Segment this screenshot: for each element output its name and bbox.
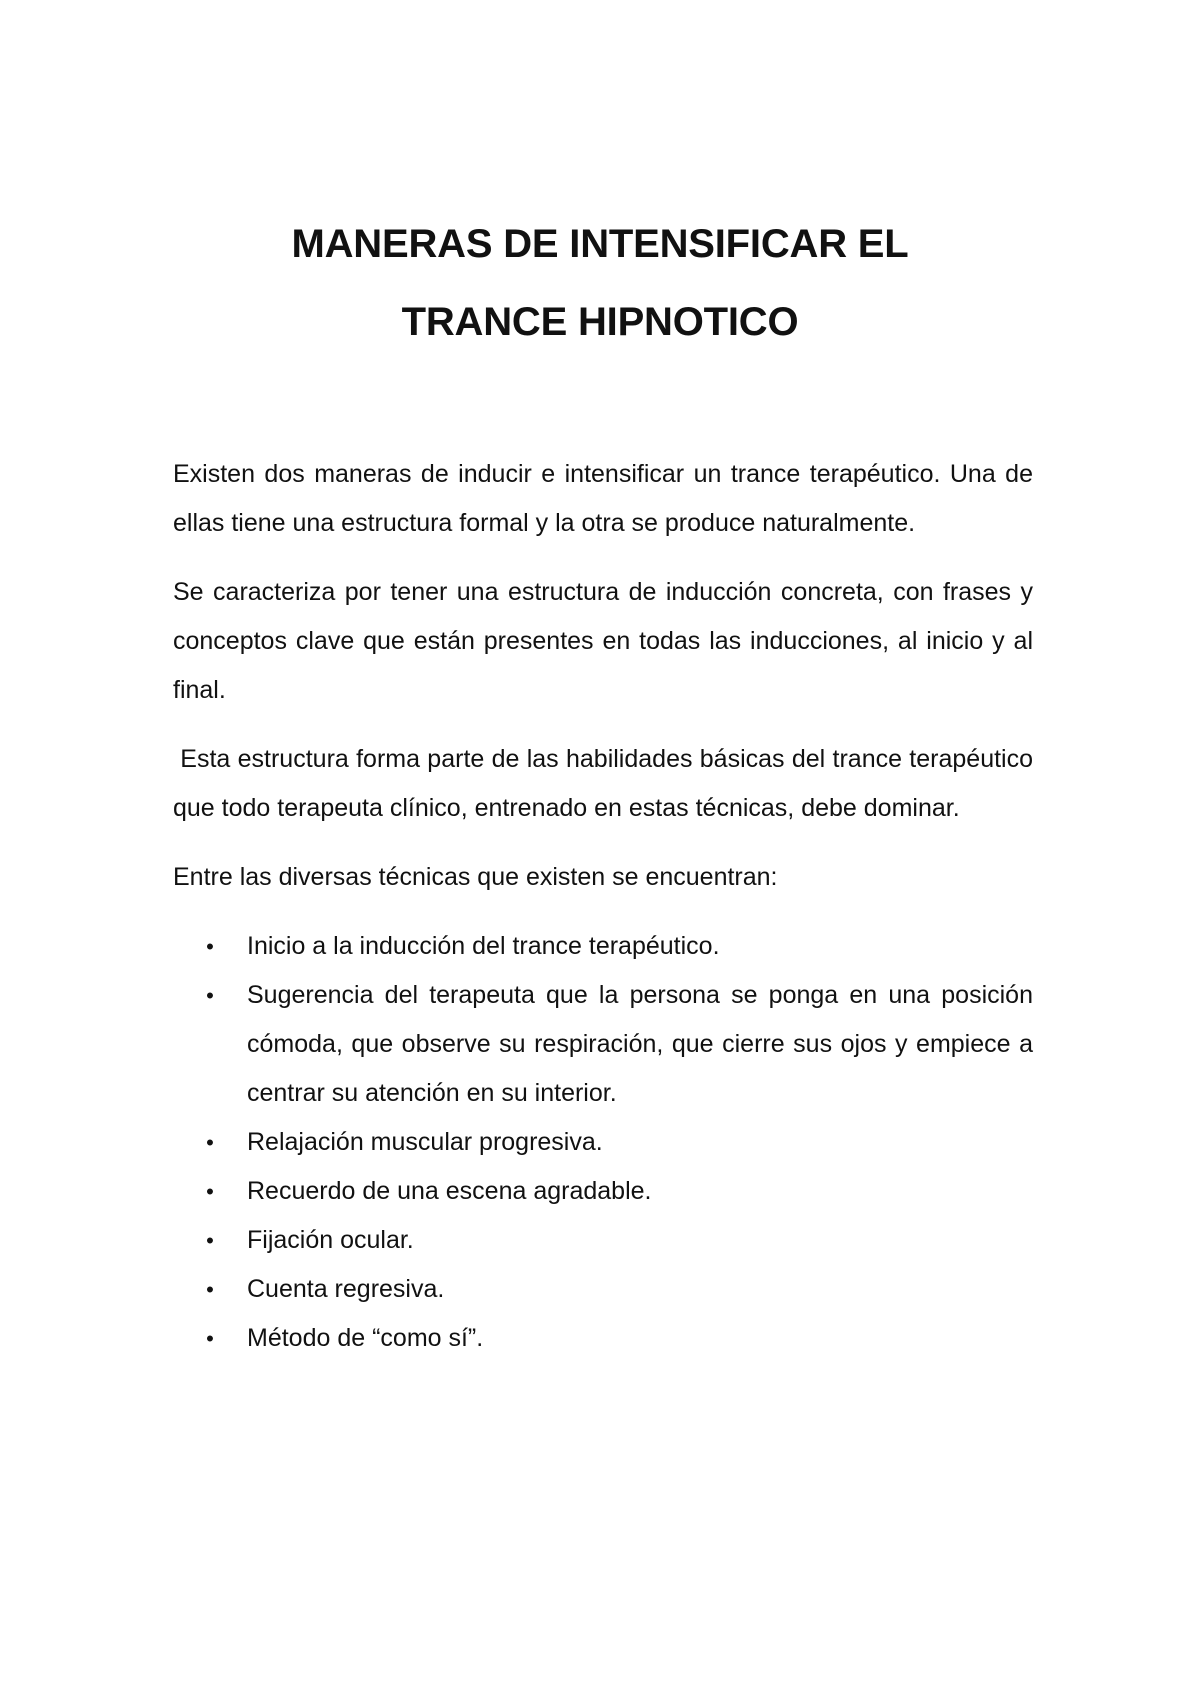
bullet-icon: •	[206, 1228, 214, 1253]
list-item-text: Recuerdo de una escena agradable.	[247, 1177, 652, 1205]
list-item	[173, 1118, 1033, 1167]
list-item	[173, 1216, 1033, 1265]
list-item	[173, 922, 1033, 971]
bullet-icon: •	[206, 1179, 214, 1204]
document-body	[173, 450, 1033, 1363]
bullet-icon: •	[206, 983, 214, 1008]
title-line-1: MANERAS DE INTENSIFICAR EL	[291, 222, 909, 266]
bullet-icon: •	[206, 1277, 214, 1302]
list-item-text: Fijación ocular.	[247, 1226, 414, 1254]
document-title	[0, 205, 1200, 361]
title-line-2: TRANCE HIPNOTICO	[401, 300, 799, 344]
paragraph-structure: Se caracteriza por tener una estructura de inducción concreta, con frases y conceptos clave que están presentes en todas las inducciones, al inicio y al final.	[173, 578, 1033, 704]
bullet-icon: •	[206, 1130, 214, 1155]
list-item	[173, 971, 1033, 1118]
paragraph-skills: Esta estructura forma parte de las habilidades básicas del trance terapéutico que todo terapeuta clínico, entrenado en estas técnicas, debe dominar.	[173, 745, 1033, 822]
paragraph-techniques-intro: Entre las diversas técnicas que existen se encuentran:	[173, 863, 778, 891]
list-item-text: Cuenta regresiva.	[247, 1275, 445, 1303]
bullet-icon: •	[206, 934, 214, 959]
bullet-icon: •	[206, 1326, 214, 1351]
list-item-text: Método de “como sí”.	[247, 1324, 484, 1352]
list-item-text: Relajación muscular progresiva.	[247, 1128, 603, 1156]
techniques-list	[173, 922, 1033, 1363]
list-item	[173, 1265, 1033, 1314]
paragraph-intro: Existen dos maneras de inducir e intensificar un trance terapéutico. Una de ellas tiene una estructura formal y la otra se produce naturalmente.	[173, 460, 1033, 537]
list-item	[173, 1167, 1033, 1216]
list-item	[173, 1314, 1033, 1363]
list-item-text: Inicio a la inducción del trance terapéutico.	[247, 932, 720, 960]
list-item-text: Sugerencia del terapeuta que la persona se ponga en una posición cómoda, que observe su respiración, que cierre sus ojos y empiece a centrar su atención en su interior.	[247, 981, 1033, 1107]
